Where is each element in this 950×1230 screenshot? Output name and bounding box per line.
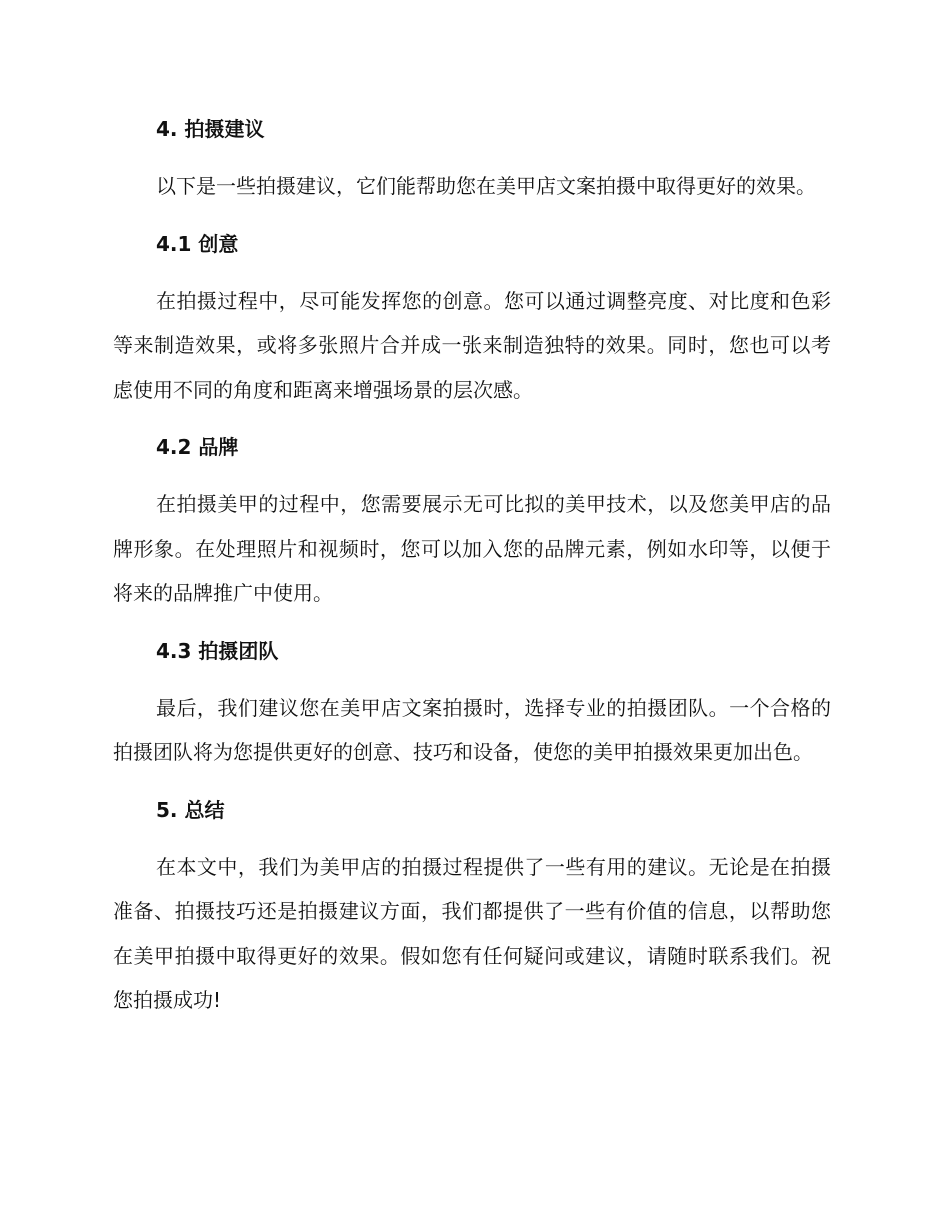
section-paragraph-4: 以下是一些拍摄建议，它们能帮助您在美甲店文案拍摄中取得更好的效果。 — [156, 174, 816, 198]
section-paragraph-5: 在本文中，我们为美甲店的拍摄过程提供了一些有用的建议。无论是在拍摄准备、拍摄技巧还是拍摄建议方面，我们都提供了一些有价值的信息，以帮助您在美甲拍摄中取得更好的效果。假如您有任何疑问或建议，请随时联系我们。祝您拍摄成功! — [113, 854, 831, 1012]
section-paragraph-4-2: 在拍摄美甲的过程中，您需要展示无可比拟的美甲技术，以及您美甲店的品牌形象。在处理照片和视频时，您可以加入您的品牌元素，例如水印等，以便于将来的品牌推广中使用。 — [113, 492, 831, 605]
section-heading-4-3: 4.3 拍摄团队 — [156, 638, 279, 663]
section-heading-4-1: 4.1 创意 — [156, 231, 239, 256]
section-heading-4: 4. 拍摄建议 — [156, 117, 265, 141]
section-paragraph-4-3: 最后，我们建议您在美甲店文案拍摄时，选择专业的拍摄团队。一个合格的拍摄团队将为您提供更好的创意、技巧和设备，使您的美甲拍摄效果更加出色。 — [113, 695, 831, 764]
section-heading-4-2: 4.2 品牌 — [156, 435, 239, 459]
section-heading-5: 5. 总结 — [156, 797, 225, 822]
document-body — [113, 107, 831, 1023]
section-paragraph-4-1: 在拍摄过程中，尽可能发挥您的创意。您可以通过调整亮度、对比度和色彩等来制造效果，或将多张照片合并成一张来制造独特的效果。同时，您也可以考虑使用不同的角度和距离来增强场景的层次感。 — [113, 288, 831, 402]
